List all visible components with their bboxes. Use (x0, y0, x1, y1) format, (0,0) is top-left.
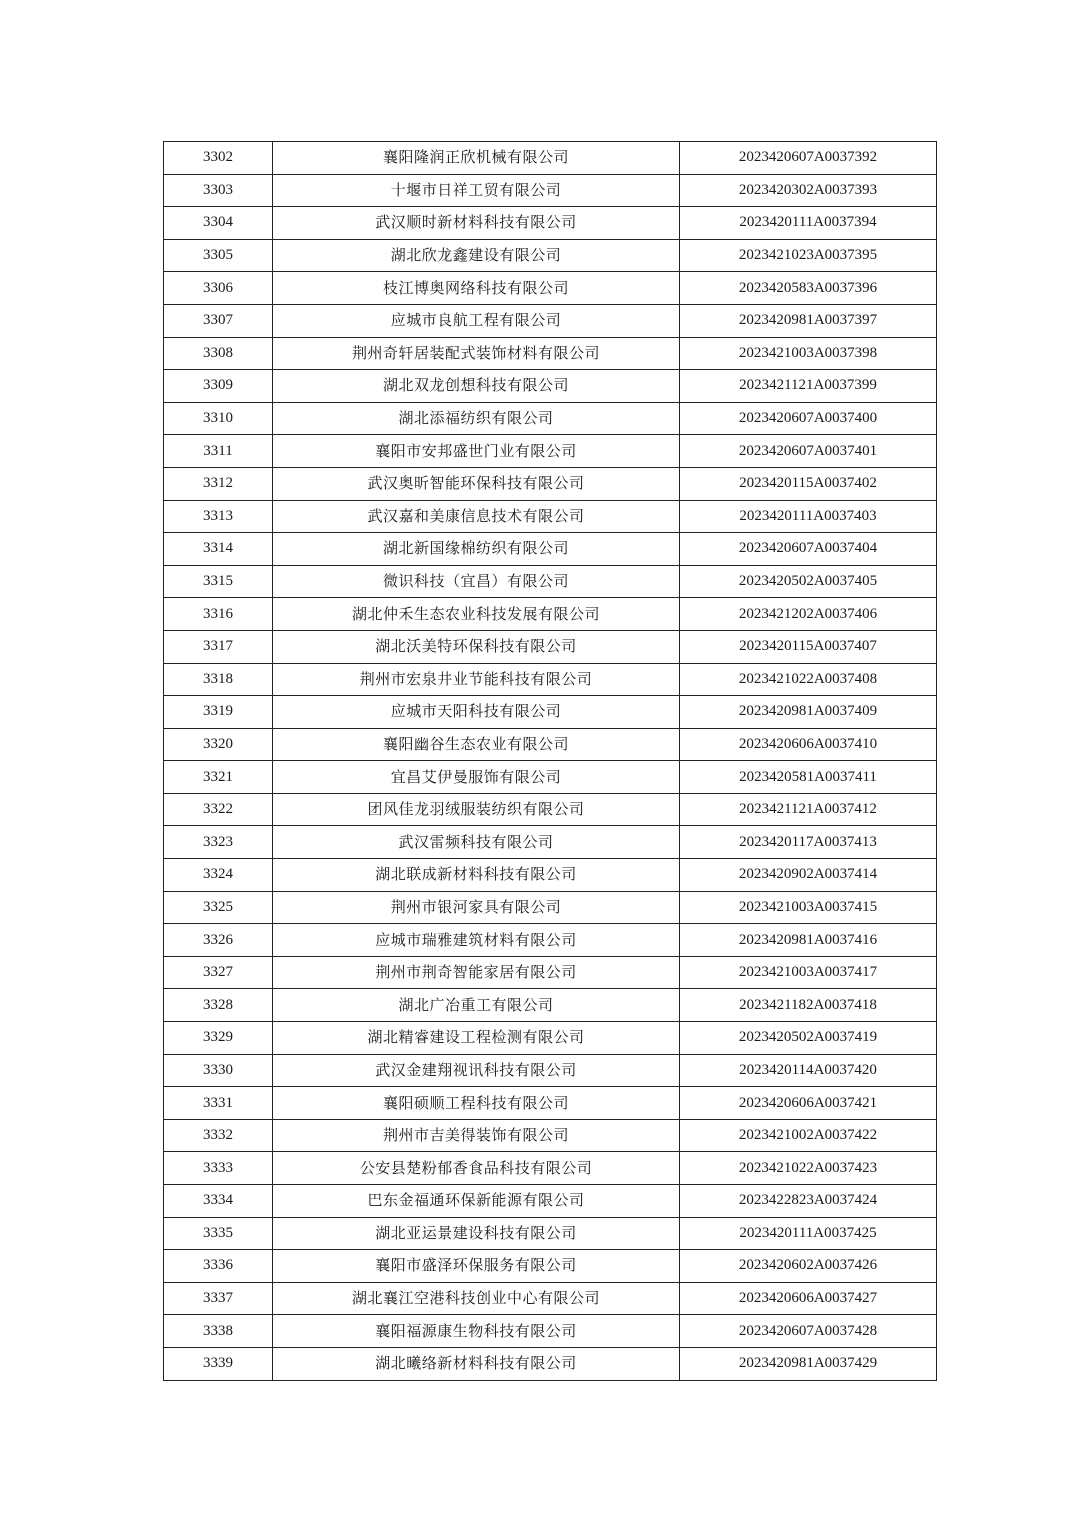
table-row (164, 1315, 937, 1348)
table-row (164, 859, 937, 892)
table-row (164, 142, 937, 175)
row-number-cell: 3326 (164, 924, 273, 957)
company-name-cell: 襄阳市安邦盛世门业有限公司 (273, 435, 680, 468)
company-name-cell: 湖北欣龙鑫建设有限公司 (273, 239, 680, 272)
row-number-cell: 3327 (164, 956, 273, 989)
company-name-cell: 武汉雷频科技有限公司 (273, 826, 680, 859)
company-name-cell: 宜昌艾伊曼服饰有限公司 (273, 761, 680, 794)
company-name-cell: 应城市良航工程有限公司 (273, 304, 680, 337)
table-row (164, 598, 937, 631)
registration-code-cell: 2023421003A0037415 (680, 891, 937, 924)
registration-code-cell: 2023421022A0037423 (680, 1152, 937, 1185)
registration-code-cell: 2023420117A0037413 (680, 826, 937, 859)
registration-code-cell: 2023420302A0037393 (680, 174, 937, 207)
company-name-cell: 湖北新国缘棉纺织有限公司 (273, 533, 680, 566)
table-row (164, 1185, 937, 1218)
enterprise-registry-table (163, 141, 937, 1381)
row-number-cell: 3339 (164, 1347, 273, 1380)
registration-code-cell: 2023421002A0037422 (680, 1119, 937, 1152)
table-row (164, 793, 937, 826)
row-number-cell: 3337 (164, 1282, 273, 1315)
table-row (164, 663, 937, 696)
company-name-cell: 襄阳幽谷生态农业有限公司 (273, 728, 680, 761)
company-name-cell: 荆州市银河家具有限公司 (273, 891, 680, 924)
registration-code-cell: 2023420902A0037414 (680, 859, 937, 892)
row-number-cell: 3325 (164, 891, 273, 924)
table-row (164, 174, 937, 207)
row-number-cell: 3304 (164, 207, 273, 240)
company-name-cell: 公安县楚粉郁香食品科技有限公司 (273, 1152, 680, 1185)
registration-code-cell: 2023420502A0037405 (680, 565, 937, 598)
company-name-cell: 荆州市宏泉井业节能科技有限公司 (273, 663, 680, 696)
table-row (164, 1217, 937, 1250)
table-row (164, 630, 937, 663)
table-row (164, 891, 937, 924)
registration-code-cell: 2023421182A0037418 (680, 989, 937, 1022)
registration-code-cell: 2023420583A0037396 (680, 272, 937, 305)
row-number-cell: 3331 (164, 1087, 273, 1120)
table-row (164, 1087, 937, 1120)
registration-code-cell: 2023420111A0037425 (680, 1217, 937, 1250)
table-row (164, 370, 937, 403)
registration-code-cell: 2023421121A0037399 (680, 370, 937, 403)
registry-table-body (164, 142, 937, 1381)
registration-code-cell: 2023420602A0037426 (680, 1250, 937, 1283)
registration-code-cell: 2023420607A0037428 (680, 1315, 937, 1348)
registration-code-cell: 2023420111A0037403 (680, 500, 937, 533)
company-name-cell: 襄阳隆润正欣机械有限公司 (273, 142, 680, 175)
company-name-cell: 十堰市日祥工贸有限公司 (273, 174, 680, 207)
company-name-cell: 荆州市吉美得装饰有限公司 (273, 1119, 680, 1152)
table-row (164, 467, 937, 500)
registration-code-cell: 2023420981A0037429 (680, 1347, 937, 1380)
company-name-cell: 巴东金福通环保新能源有限公司 (273, 1185, 680, 1218)
row-number-cell: 3324 (164, 859, 273, 892)
company-name-cell: 湖北曦络新材料科技有限公司 (273, 1347, 680, 1380)
row-number-cell: 3317 (164, 630, 273, 663)
table-row (164, 956, 937, 989)
registration-code-cell: 2023420111A0037394 (680, 207, 937, 240)
row-number-cell: 3321 (164, 761, 273, 794)
company-name-cell: 荆州市荆奇智能家居有限公司 (273, 956, 680, 989)
row-number-cell: 3318 (164, 663, 273, 696)
row-number-cell: 3311 (164, 435, 273, 468)
table-row (164, 533, 937, 566)
table-row (164, 435, 937, 468)
company-name-cell: 湖北精睿建设工程检测有限公司 (273, 1022, 680, 1055)
registration-code-cell: 2023420607A0037404 (680, 533, 937, 566)
company-name-cell: 湖北亚运景建设科技有限公司 (273, 1217, 680, 1250)
row-number-cell: 3334 (164, 1185, 273, 1218)
company-name-cell: 襄阳福源康生物科技有限公司 (273, 1315, 680, 1348)
row-number-cell: 3328 (164, 989, 273, 1022)
row-number-cell: 3335 (164, 1217, 273, 1250)
company-name-cell: 应城市瑞雅建筑材料有限公司 (273, 924, 680, 957)
table-row (164, 500, 937, 533)
registration-code-cell: 2023420981A0037397 (680, 304, 937, 337)
table-row (164, 337, 937, 370)
company-name-cell: 武汉奥昕智能环保科技有限公司 (273, 467, 680, 500)
registration-code-cell: 2023421003A0037417 (680, 956, 937, 989)
company-name-cell: 荆州奇轩居装配式装饰材料有限公司 (273, 337, 680, 370)
company-name-cell: 湖北仲禾生态农业科技发展有限公司 (273, 598, 680, 631)
table-row (164, 1119, 937, 1152)
company-name-cell: 襄阳硕顺工程科技有限公司 (273, 1087, 680, 1120)
registration-code-cell: 2023420581A0037411 (680, 761, 937, 794)
table-row (164, 1250, 937, 1283)
row-number-cell: 3305 (164, 239, 273, 272)
table-row (164, 826, 937, 859)
table-row (164, 761, 937, 794)
registration-code-cell: 2023420606A0037427 (680, 1282, 937, 1315)
company-name-cell: 应城市天阳科技有限公司 (273, 696, 680, 729)
table-row (164, 565, 937, 598)
table-row (164, 1347, 937, 1380)
registration-code-cell: 2023420115A0037407 (680, 630, 937, 663)
registration-code-cell: 2023421202A0037406 (680, 598, 937, 631)
company-name-cell: 湖北广冶重工有限公司 (273, 989, 680, 1022)
row-number-cell: 3336 (164, 1250, 273, 1283)
row-number-cell: 3330 (164, 1054, 273, 1087)
row-number-cell: 3338 (164, 1315, 273, 1348)
row-number-cell: 3329 (164, 1022, 273, 1055)
registration-code-cell: 2023421003A0037398 (680, 337, 937, 370)
table-row (164, 1054, 937, 1087)
table-row (164, 207, 937, 240)
company-name-cell: 湖北联成新材料科技有限公司 (273, 859, 680, 892)
row-number-cell: 3316 (164, 598, 273, 631)
registration-code-cell: 2023420607A0037400 (680, 402, 937, 435)
company-name-cell: 湖北添福纺织有限公司 (273, 402, 680, 435)
table-row (164, 1282, 937, 1315)
company-name-cell: 微识科技（宜昌）有限公司 (273, 565, 680, 598)
table-row (164, 272, 937, 305)
registration-code-cell: 2023421022A0037408 (680, 663, 937, 696)
table-row (164, 239, 937, 272)
registration-code-cell: 2023421121A0037412 (680, 793, 937, 826)
table-row (164, 924, 937, 957)
company-name-cell: 湖北襄江空港科技创业中心有限公司 (273, 1282, 680, 1315)
registration-code-cell: 2023421023A0037395 (680, 239, 937, 272)
registration-code-cell: 2023422823A0037424 (680, 1185, 937, 1218)
row-number-cell: 3310 (164, 402, 273, 435)
company-name-cell: 襄阳市盛泽环保服务有限公司 (273, 1250, 680, 1283)
registration-code-cell: 2023420606A0037410 (680, 728, 937, 761)
registration-code-cell: 2023420502A0037419 (680, 1022, 937, 1055)
registration-code-cell: 2023420607A0037392 (680, 142, 937, 175)
row-number-cell: 3312 (164, 467, 273, 500)
row-number-cell: 3319 (164, 696, 273, 729)
row-number-cell: 3332 (164, 1119, 273, 1152)
company-name-cell: 武汉嘉和美康信息技术有限公司 (273, 500, 680, 533)
row-number-cell: 3320 (164, 728, 273, 761)
row-number-cell: 3308 (164, 337, 273, 370)
registration-code-cell: 2023420981A0037416 (680, 924, 937, 957)
company-name-cell: 武汉金建翔视讯科技有限公司 (273, 1054, 680, 1087)
row-number-cell: 3314 (164, 533, 273, 566)
registration-code-cell: 2023420114A0037420 (680, 1054, 937, 1087)
row-number-cell: 3322 (164, 793, 273, 826)
company-name-cell: 湖北双龙创想科技有限公司 (273, 370, 680, 403)
row-number-cell: 3309 (164, 370, 273, 403)
company-name-cell: 湖北沃美特环保科技有限公司 (273, 630, 680, 663)
table-row (164, 402, 937, 435)
company-name-cell: 武汉顺时新材料科技有限公司 (273, 207, 680, 240)
registration-code-cell: 2023420607A0037401 (680, 435, 937, 468)
table-row (164, 728, 937, 761)
table-row (164, 304, 937, 337)
row-number-cell: 3302 (164, 142, 273, 175)
row-number-cell: 3313 (164, 500, 273, 533)
row-number-cell: 3307 (164, 304, 273, 337)
row-number-cell: 3315 (164, 565, 273, 598)
registration-code-cell: 2023420981A0037409 (680, 696, 937, 729)
table-row (164, 696, 937, 729)
table-row (164, 1152, 937, 1185)
company-name-cell: 枝江博奥网络科技有限公司 (273, 272, 680, 305)
company-name-cell: 团风佳龙羽绒服装纺织有限公司 (273, 793, 680, 826)
table-row (164, 1022, 937, 1055)
row-number-cell: 3323 (164, 826, 273, 859)
row-number-cell: 3303 (164, 174, 273, 207)
table-row (164, 989, 937, 1022)
registration-code-cell: 2023420606A0037421 (680, 1087, 937, 1120)
row-number-cell: 3333 (164, 1152, 273, 1185)
row-number-cell: 3306 (164, 272, 273, 305)
registration-code-cell: 2023420115A0037402 (680, 467, 937, 500)
